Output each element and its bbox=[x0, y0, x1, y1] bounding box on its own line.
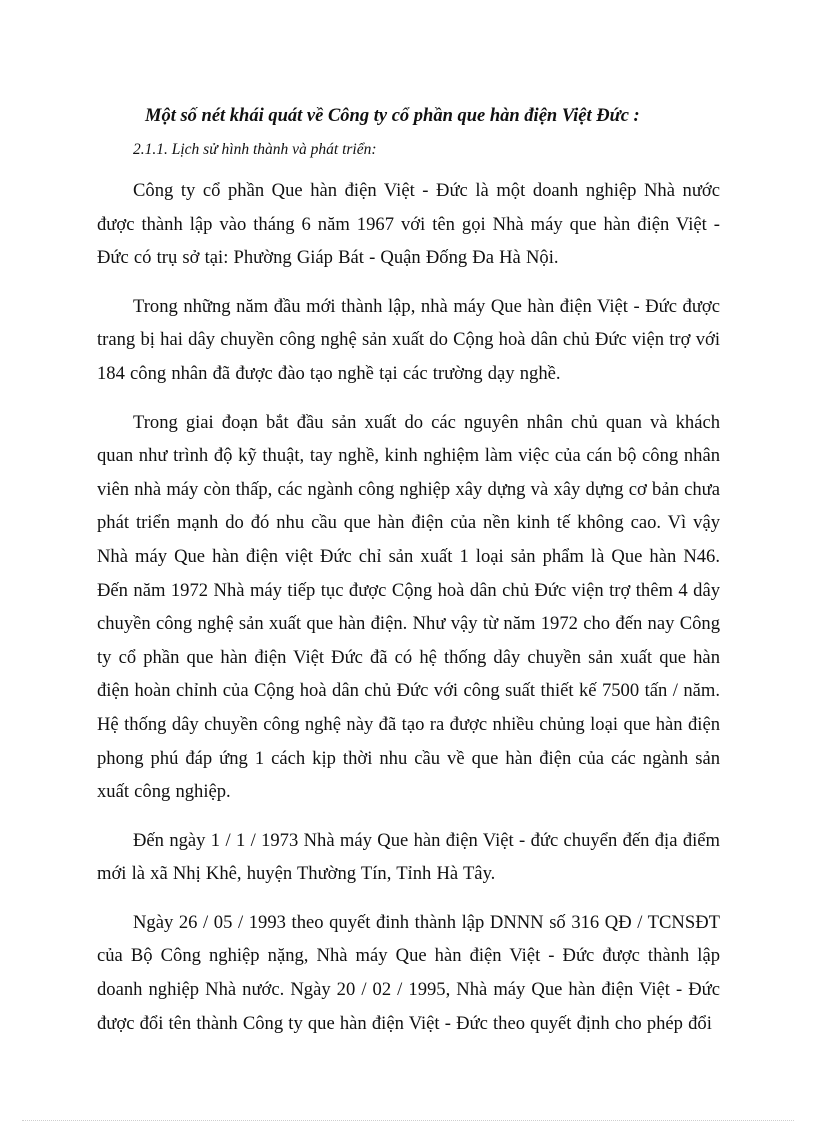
subsection-heading: 2.1.1. Lịch sử hình thành và phát triển: bbox=[133, 141, 377, 158]
paragraph-production-stage: Trong giai đoạn bắt đầu sản xuất do các nguyên nhân chủ quan và khách quan như trình độ kỹ thuật, tay nghề, kinh nghiệm làm việc của cán bộ công nhân viên nhà máy còn thấp, các ngành công nghiệp xây dựng và xây dựng cơ bản chưa phát triển mạnh do đó nhu cầu que hàn điện của nền kinh tế không cao. Vì vậy Nhà máy Que hàn điện việt Đức chỉ sản xuất 1 loại sản phẩm là Que hàn N46. Đến năm 1972 Nhà máy tiếp tục được Cộng hoà dân chủ Đức viện trợ thêm 4 dây chuyền công nghệ sản xuất que hàn điện. Như vậy từ năm 1972 cho đến nay Công ty cổ phần que hàn điện Việt Đức đã có hệ thống dây chuyền sản xuất que hàn điện hoàn chỉnh của Cộng hoà dân chủ Đức với công suất thiết kế 7500 tấn / năm. Hệ thống dây chuyền công nghệ này đã tạo ra được nhiều chủng loại que hàn điện phong phú đáp ứng 1 cách kịp thời nhu cầu về que hàn điện của các ngành sản xuất công nghiệp. bbox=[97, 411, 720, 803]
paragraph-relocation: Đến ngày 1 / 1 / 1973 Nhà máy Que hàn điện Việt - đức chuyển đến địa điểm mới là xã Nhị Khê, huyện Thường Tín, Tỉnh Hà Tây. bbox=[97, 829, 720, 885]
section-heading: Một số nét khái quát về Công ty cổ phần que hàn điện Việt Đức : bbox=[145, 106, 640, 126]
paragraph-early-years: Trong những năm đầu mới thành lập, nhà máy Que hàn điện Việt - Đức được trang bị hai dây chuyền công nghệ sản xuất do Cộng hoà dân chủ Đức viện trợ với 184 công nhân đã được đào tạo nghề tại các trường dạy nghề. bbox=[97, 295, 720, 384]
body-text bbox=[97, 174, 720, 1040]
page-bottom-divider bbox=[22, 1120, 794, 1121]
paragraph-reorganization: Ngày 26 / 05 / 1993 theo quyết đinh thành lập DNNN số 316 QĐ / TCNSĐT của Bộ Công nghiệp nặng, Nhà máy Que hàn điện Việt - Đức được thành lập doanh nghiệp Nhà nước. Ngày 20 / 02 / 1995, Nhà máy Que hàn điện Việt - Đức được đổi tên thành Công ty que hàn điện Việt - Đức theo quyết định cho phép đổi bbox=[97, 911, 720, 1034]
paragraph-founding: Công ty cổ phần Que hàn điện Việt - Đức là một doanh nghiệp Nhà nước được thành lập vào tháng 6 năm 1967 với tên gọi Nhà máy que hàn điện Việt - Đức có trụ sở tại: Phường Giáp Bát - Quận Đống Đa Hà Nội. bbox=[97, 180, 720, 269]
